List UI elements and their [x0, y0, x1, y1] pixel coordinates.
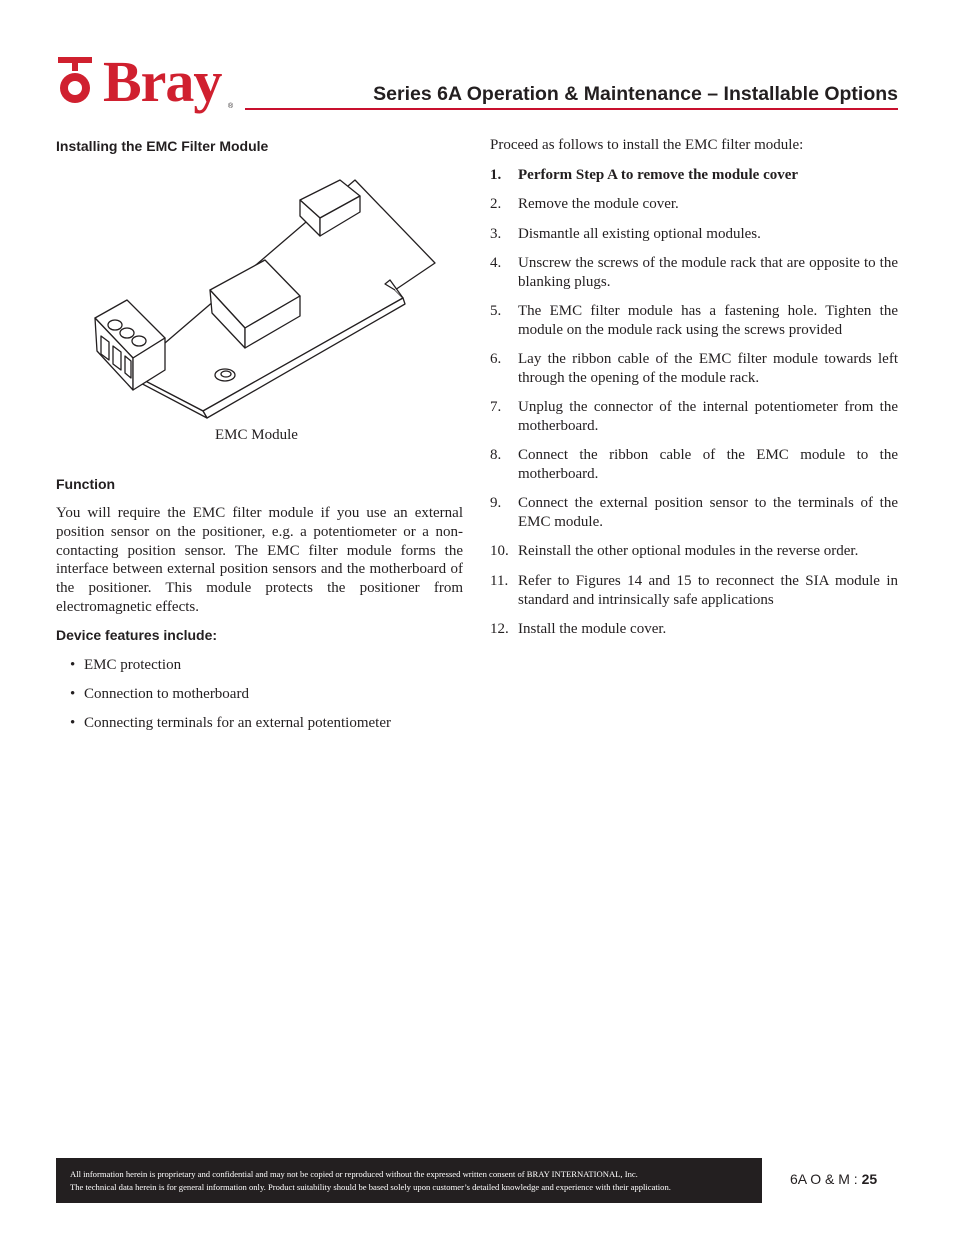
section-heading: Installing the EMC Filter Module	[56, 138, 269, 154]
list-item: 8. Connect the ribbon cable of the EMC module to the motherboard.	[490, 447, 898, 483]
bray-logo	[55, 49, 245, 115]
disclaimer-line-1: All information herein is proprietary and confidential and may not be copied or reproduced without the expressed written consent of BRAY INTERNATIONAL, Inc.	[70, 1169, 638, 1179]
list-item: 9. Connect the external position sensor to the terminals of the EMC module.	[490, 495, 898, 531]
header-rule	[245, 108, 898, 110]
list-item: 5. The EMC filter module has a fastening hole. Tighten the module on the module rack using the screws provided	[490, 302, 898, 338]
list-item: 4. Unscrew the screws of the module rack that are opposite to the blanking plugs.	[490, 254, 898, 290]
procedure-intro: Proceed as follows to install the EMC filter module:	[490, 137, 804, 153]
procedure-steps	[490, 166, 898, 649]
list-item: • EMC protection	[70, 656, 470, 674]
page-title: Series 6A Operation & Maintenance – Installable Options	[373, 83, 898, 105]
features-list	[70, 656, 470, 743]
list-item: 12. Install the module cover.	[490, 620, 667, 637]
list-item: • Connection to motherboard	[70, 685, 470, 703]
page-number: 6A O & M : 25	[790, 1171, 878, 1187]
disclaimer-line-2: The technical data herein is for general information only. Product suitability should be based solely upon customer’s detailed knowledge and experience with their application.	[70, 1181, 671, 1192]
list-item: 1. Perform Step A to remove the module cover	[490, 167, 799, 183]
list-item: 7. Unplug the connector of the internal potentiometer from the motherboard.	[490, 399, 898, 434]
list-item: • Connecting terminals for an external potentiometer	[70, 714, 470, 732]
list-item: 3. Dismantle all existing optional modules.	[490, 225, 761, 242]
list-item: 6. Lay the ribbon cable of the EMC filter module towards left through the opening of the module rack.	[490, 351, 898, 386]
function-paragraph: You will require the EMC filter module if you use an external position sensor on the positioner, e.g. a potentiometer or a non-contacting position sensor. The EMC filter module forms the interface between external position sensors and the motherboard of the positioner. This module protects the positioner from electromagnetic effects.	[56, 505, 463, 615]
function-heading: Function	[56, 476, 116, 492]
emc-module-illustration	[85, 168, 445, 433]
figure-caption: EMC Module	[215, 427, 298, 443]
list-item: 11. Refer to Figures 14 and 15 to reconnect the SIA module in standard and intrinsically safe applications	[490, 572, 898, 608]
footer-disclaimer	[56, 1158, 762, 1203]
registered-mark: ®	[228, 103, 234, 110]
logo-wordmark: Bray	[103, 49, 222, 114]
list-item: 10. Reinstall the other optional modules in the reverse order.	[490, 543, 859, 560]
bray-logo-mark-icon	[55, 55, 95, 107]
features-heading: Device features include:	[56, 627, 218, 643]
list-item: 2. Remove the module cover.	[490, 196, 679, 213]
